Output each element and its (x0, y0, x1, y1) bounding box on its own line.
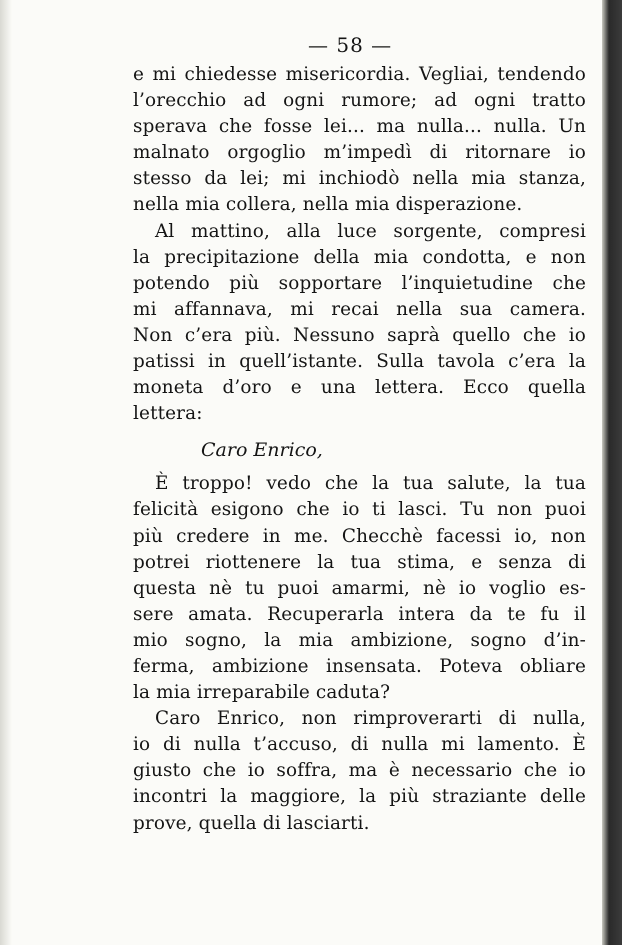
text-line: l’orecchio ad ogni rumore; ad ogni tratto (133, 90, 586, 112)
text-line: nella mia collera, nella mia disperazione. (133, 194, 523, 216)
text-line: mio sogno, la mia ambizione, sogno d’in- (133, 629, 586, 651)
text-line: incontri la maggiore, la più straziante delle (133, 786, 586, 808)
text-line: È troppo! vedo che la tua salute, la tua (155, 473, 586, 495)
text-line: mi affannava, mi recai nella sua camera. (133, 298, 586, 320)
text-line: la mia irreparabile caduta? (133, 682, 391, 704)
text-line: Caro Enrico, non rimproverarti di nulla, (155, 708, 586, 730)
body-text (133, 62, 586, 837)
text-line: felicità esigono che io ti lasci. Tu non puoi (133, 499, 586, 521)
text-line: giusto che io soffra, ma è necessario che io (133, 760, 586, 782)
text-line: e mi chiedesse misericordia. Vegliai, tendendo (133, 64, 586, 85)
page-left-shadow (0, 0, 12, 945)
text-line: più credere in me. Checchè facessi io, non (133, 525, 586, 547)
text-line: potrei riottenere la tua stima, e senza di (133, 551, 586, 573)
letter-salutation: Caro Enrico, (201, 439, 323, 462)
text-line: malnato orgoglio m’impedì di ritornare io (133, 142, 586, 164)
text-line: moneta d’oro e una lettera. Ecco quella (133, 377, 586, 399)
text-line: Al mattino, alla luce sorgente, compresi (155, 220, 586, 242)
text-line: la precipitazione della mia condotta, e non (133, 246, 586, 268)
text-line: potendo più sopportare l’inquietudine che (133, 272, 586, 294)
text-line: lettera: (133, 403, 203, 425)
text-line: prove, quella di lasciarti. (133, 812, 370, 834)
text-line: sperava che fosse lei... ma nulla... nulla. Un (133, 116, 586, 138)
book-binding-edge (602, 0, 622, 945)
text-line: patissi in quell’istante. Sulla tavola c’era la (133, 351, 586, 373)
page-number: — 58 — (308, 33, 393, 57)
text-line: ferma, ambizione insensata. Poteva obliare (133, 655, 586, 677)
text-line: sere amata. Recuperarla intera da te fu il (133, 603, 586, 625)
text-line: io di nulla t’accuso, di nulla mi lamento. È (133, 734, 586, 756)
text-line: Non c’era più. Nessuno saprà quello che io (133, 324, 586, 346)
text-line: questa nè tu puoi amarmi, nè io voglio es- (133, 577, 586, 599)
text-line: stesso da lei; mi inchiodò nella mia stanza, (133, 168, 586, 190)
